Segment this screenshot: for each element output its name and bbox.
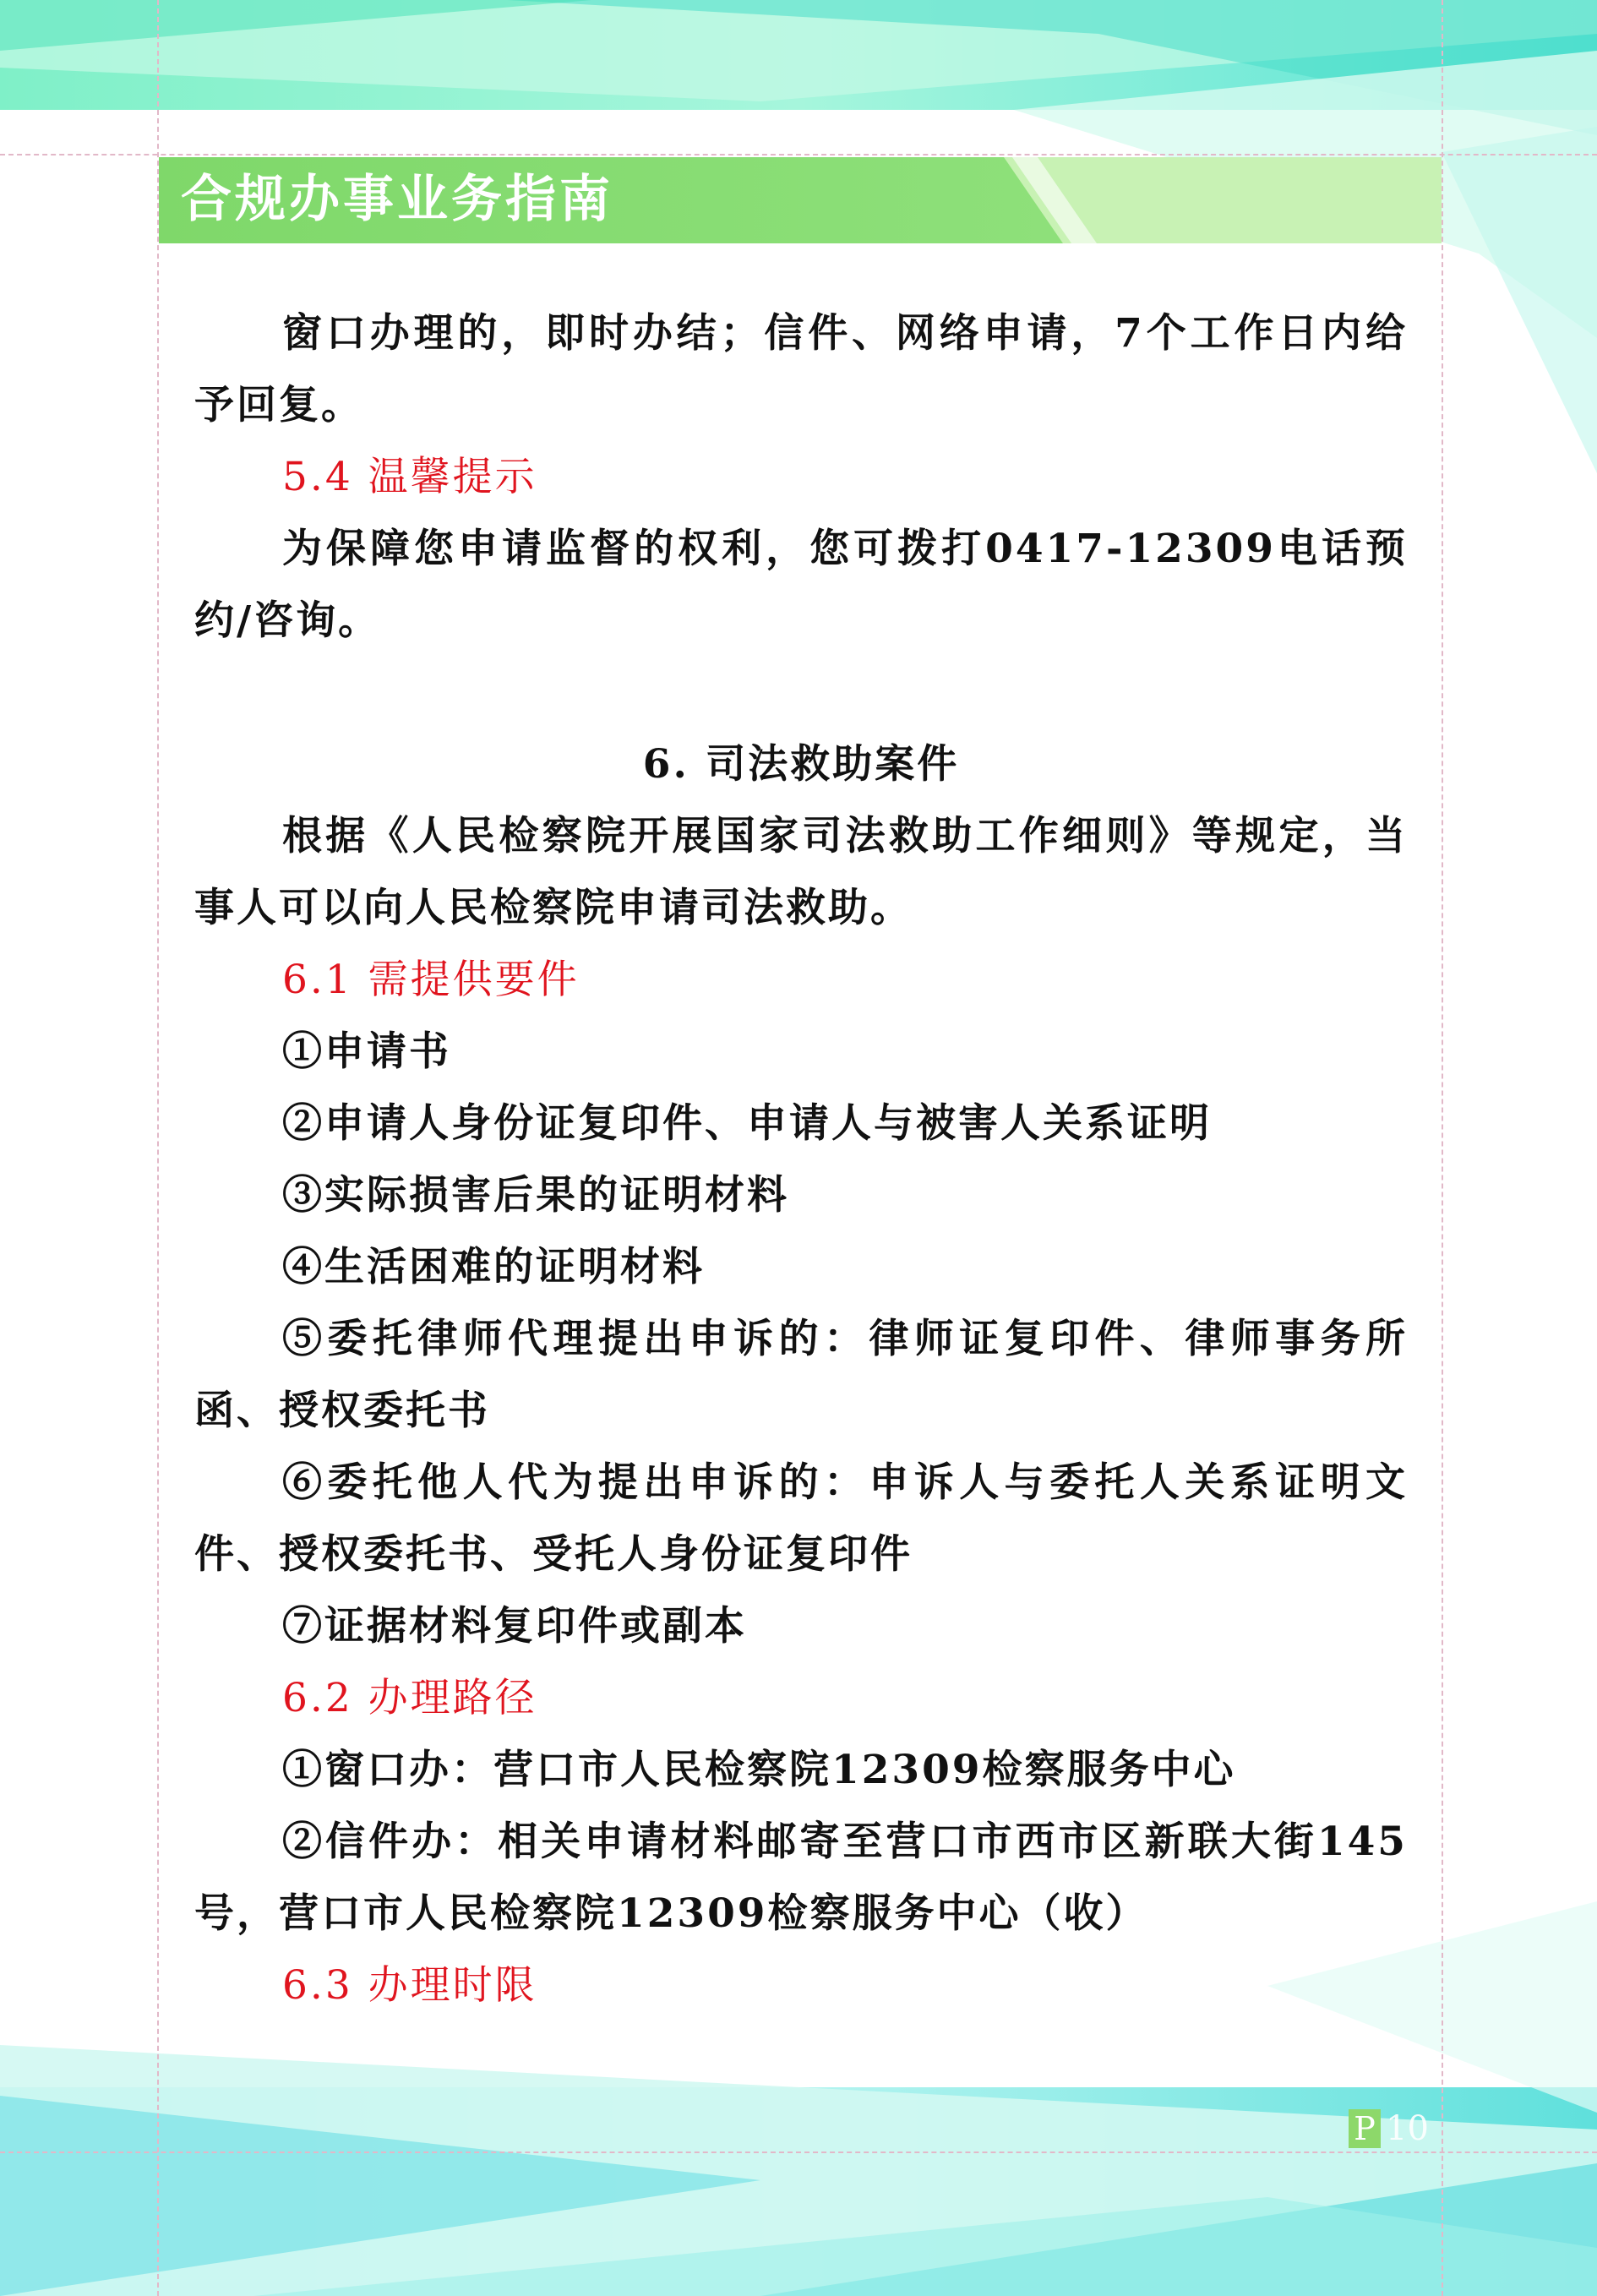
list-item: ⑦证据材料复印件或副本 (282, 1603, 747, 1650)
section-spacer (194, 657, 1408, 728)
heading-6-3: 6.3 办理时限 (282, 1962, 537, 2009)
page-prefix: P (1349, 2109, 1381, 2148)
list-item: ②申请人身份证复印件、申请人与被害人关系证明 (282, 1100, 1212, 1147)
page-digits: 10 (1386, 2109, 1429, 2148)
page-number (1349, 2108, 1429, 2150)
list-item: ①申请书 (282, 1028, 451, 1075)
heading-6-2: 6.2 办理路径 (282, 1675, 537, 1721)
paragraph-hotline: 为保障您申请监督的权利，您可拨打0417-12309电话预约/咨询。 (194, 526, 1408, 644)
paragraph-reply-time: 窗口办理的，即时办结；信件、网络申请，7个工作日内给予回复。 (194, 310, 1408, 428)
heading-5-4: 5.4 温馨提示 (282, 454, 537, 500)
list-item: ④生活困难的证明材料 (282, 1244, 705, 1290)
crop-guide-left (157, 0, 159, 2296)
heading-6-1: 6.1 需提供要件 (282, 957, 580, 1003)
list-item: ⑥委托他人代为提出申诉的：申诉人与委托人关系证明文件、授权委托书、受托人身份证复印件 (194, 1459, 1408, 1578)
list-item: ⑤委托律师代理提出申诉的：律师证复印件、律师事务所函、授权委托书 (194, 1316, 1408, 1434)
paragraph-legal-basis: 根据《人民检察院开展国家司法救助工作细则》等规定，当事人可以向人民检察院申请司法救助。 (194, 813, 1408, 931)
page-title: 合规办事业务指南 (181, 170, 613, 229)
crop-guide-right (1442, 0, 1443, 2296)
section-title-6: 6. 司法救助案件 (642, 741, 960, 788)
document-body (194, 297, 1408, 2021)
crop-guide-bottom (0, 2151, 1597, 2153)
list-item: ③实际损害后果的证明材料 (282, 1172, 789, 1219)
crop-guide-top (0, 154, 1597, 155)
list-item: ①窗口办：营口市人民检察院12309检察服务中心 (282, 1747, 1236, 1793)
list-item: ②信件办：相关申请材料邮寄至营口市西市区新联大街145号，营口市人民检察院12309检察服务中心（收） (194, 1819, 1408, 1937)
